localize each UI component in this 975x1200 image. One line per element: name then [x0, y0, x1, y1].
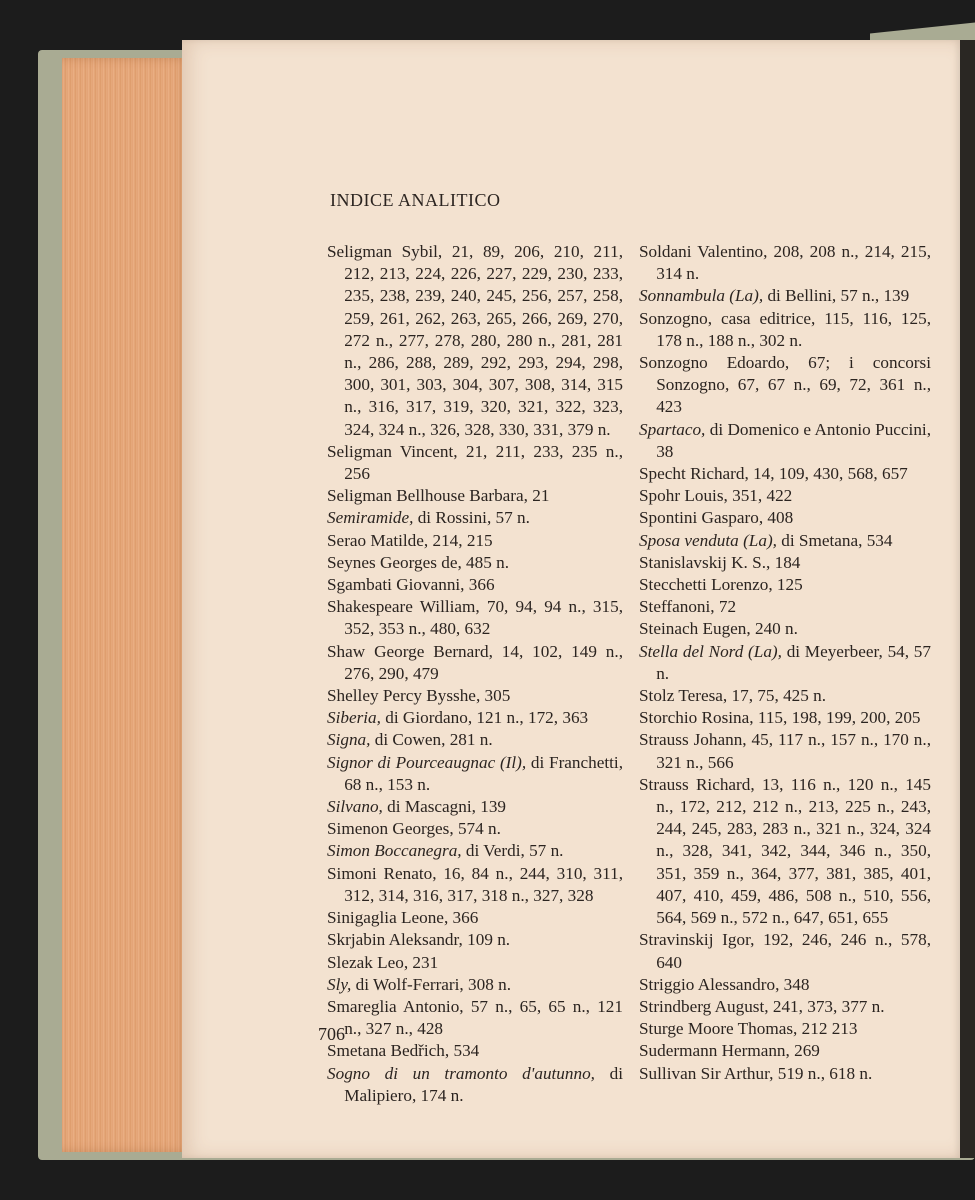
index-entry-title: Sposa venduta (La), [639, 530, 777, 550]
index-entry-text: Simoni Renato, 16, 84 n., 244, 310, 311, 312, 314, 316, 317, 318 n., 327, 328 [327, 863, 623, 905]
index-entry-text: Skrjabin Aleksandr, 109 n. [327, 930, 511, 950]
index-entry-text: Sturge Moore Thomas, 212 213 [639, 1019, 858, 1039]
index-entry [327, 996, 623, 1040]
index-entry [327, 641, 623, 685]
index-entry-title: Simon Boccanegra, [327, 841, 462, 861]
index-entry-text: Spontini Gasparo, 408 [639, 508, 794, 528]
index-entry-text: Sinigaglia Leone, 366 [327, 908, 479, 928]
index-entry [327, 752, 623, 796]
index-entry-text: Stolz Teresa, 17, 75, 425 n. [639, 686, 827, 706]
index-entry [327, 840, 623, 862]
index-entry [639, 574, 931, 596]
index-entry-text: Steinach Eugen, 240 n. [639, 619, 798, 639]
index-entry-text: Strauss Johann, 45, 117 n., 157 n., 170 n., 321 n., 566 [639, 730, 931, 772]
index-entry [327, 596, 623, 640]
index-entry [327, 507, 623, 529]
index-entry-text: Stravinskij Igor, 192, 246, 246 n., 578, 640 [639, 930, 931, 972]
index-entry [327, 241, 623, 441]
index-entry-title: Spartaco, [639, 419, 706, 439]
index-column-right [639, 241, 931, 1085]
index-entry [639, 729, 931, 773]
index-entry-text: Sullivan Sir Arthur, 519 n., 618 n. [639, 1063, 873, 1083]
index-entry-text: Steffanoni, 72 [639, 597, 737, 617]
index-entry-text: di Smetana, 534 [776, 530, 893, 550]
index-entry-title: Siberia, [327, 708, 381, 728]
index-entry-text: Seligman Vincent, 21, 211, 233, 235 n., 256 [327, 441, 623, 484]
index-entry-title: Stella del Nord (La), [639, 641, 782, 661]
index-entry-title: Semiramide, [327, 508, 414, 528]
index-entry-text: di Domenico e Antonio Puccini, 38 [656, 419, 931, 461]
index-entry [639, 618, 931, 640]
index-entry [639, 996, 931, 1018]
index-entry [639, 596, 931, 618]
index-entry [639, 463, 931, 485]
index-entry-text: Serao Matilde, 214, 215 [327, 530, 493, 550]
index-entry [639, 1040, 931, 1062]
index-entry-title: Sly, [327, 974, 352, 994]
index-entry-text: di Bellini, 57 n., 139 [763, 286, 910, 306]
index-entry [327, 952, 623, 974]
index-entry-text: di Giordano, 121 n., 172, 363 [380, 708, 589, 728]
index-entry-text: Simenon Georges, 574 n. [327, 819, 501, 839]
index-entry-text: Soldani Valentino, 208, 208 n., 214, 215, 314 n. [639, 242, 931, 284]
index-entry [327, 685, 623, 707]
index-entry [639, 774, 931, 929]
index-entry [639, 530, 931, 552]
index-entry [327, 863, 623, 907]
index-entry-text: di Meyerbeer, 54, 57 n. [656, 641, 931, 683]
index-entry-text: di Verdi, 57 n. [461, 841, 564, 861]
index-entry-text: di Rossini, 57 n. [413, 508, 530, 528]
index-entry-text: Seynes Georges de, 485 n. [327, 552, 510, 572]
index-entry-text: Specht Richard, 14, 109, 430, 568, 657 [639, 464, 908, 484]
index-entry [639, 685, 931, 707]
index-entry-text: Strindberg August, 241, 373, 377 n. [639, 996, 885, 1016]
index-entry [639, 241, 931, 285]
index-entry-title: Signa, [327, 730, 371, 750]
index-entry [327, 818, 623, 840]
index-entry-text: Shelley Percy Bysshe, 305 [327, 686, 511, 706]
index-entry [639, 552, 931, 574]
index-entry-text: Stecchetti Lorenzo, 125 [639, 575, 803, 595]
index-entry [327, 1040, 623, 1062]
index-entry [327, 485, 623, 507]
page-number: 706 [318, 1024, 345, 1044]
index-entry-title: Silvano, [327, 797, 383, 817]
index-entry [327, 1063, 623, 1107]
index-entry-text: di Malipiero, 174 n. [344, 1063, 623, 1105]
index-entry-title: Sogno di un tramonto d'autunno, [327, 1063, 595, 1083]
index-entry-text: Smareglia Antonio, 57 n., 65, 65 n., 121 n., 327 n., 428 [327, 996, 623, 1039]
index-entry [639, 1063, 931, 1085]
index-entry [327, 929, 623, 951]
index-entry [639, 974, 931, 996]
index-entry-text: Stanislavskij K. S., 184 [639, 552, 801, 572]
index-entry-text: Sudermann Hermann, 269 [639, 1041, 820, 1061]
running-header: INDICE ANALITICO [330, 190, 501, 210]
index-entry-text: Slezak Leo, 231 [327, 952, 439, 972]
index-entry [327, 907, 623, 929]
index-entry [327, 707, 623, 729]
index-entry-text: di Franchetti, 68 n., 153 n. [344, 752, 623, 794]
index-entry-text: Shaw George Bernard, 14, 102, 149 n., 276, 290, 479 [327, 641, 623, 683]
index-entry [327, 574, 623, 596]
index-entry [639, 641, 931, 685]
index-entry-text: Sonzogno, casa editrice, 115, 116, 125, 178 n., 188 n., 302 n. [639, 308, 931, 350]
index-entry [639, 707, 931, 729]
index-entry [327, 729, 623, 751]
index-entry-text: Seligman Bellhouse Barbara, 21 [327, 486, 550, 506]
index-entry-text: di Wolf-Ferrari, 308 n. [351, 974, 511, 994]
index-entry-title: Signor di Pourceaugnac (Il), [327, 752, 527, 772]
index-entry [639, 352, 931, 419]
background-strip [960, 40, 975, 1158]
index-entry [639, 285, 931, 307]
index-entry [639, 929, 931, 973]
index-entry-text: Shakespeare William, 70, 94, 94 n., 315, 352, 353 n., 480, 632 [327, 597, 623, 639]
index-entry-text: Sonzogno Edoardo, 67; i concorsi Sonzogno, 67, 67 n., 69, 72, 361 n., 423 [639, 353, 931, 417]
index-entry [639, 1018, 931, 1040]
index-entry-text: di Mascagni, 139 [382, 797, 507, 817]
index-entry-text: Seligman Sybil, 21, 89, 206, 210, 211, 212, 213, 224, 226, 227, 229, 230, 233, 235, 238, 239, 240, 245, 256, 257, 258, 259, 261, 262, 263, 265, 266, 269, 270, 272 n., 277, 278, 280, 280 n., 281, 281 n., 286, 288, 289, 292, 293, 294, 298, 300, 301, 303, 304, 307, 308, 314, 315 n., 316, 317, 319, 320, 321, 322, 323, 324, 324 n., 326, 328, 330, 331, 379 n. [327, 242, 623, 439]
index-entry-text: Smetana Bedřich, 534 [327, 1041, 480, 1061]
index-entry-text: Strauss Richard, 13, 116 n., 120 n., 145 n., 172, 212, 212 n., 213, 225 n., 243, 244, 245, 283, 283 n., 321 n., 324, 324 n., 328, 341, 342, 344, 346 n., 350, 351, 359 n., 364, 377, 381, 385, 401, 407, 410, 459, 486, 508 n., 510, 556, 564, 569 n., 572 n., 647, 651, 655 [639, 774, 931, 928]
index-entry [327, 796, 623, 818]
index-entry [639, 419, 931, 463]
index-entry [327, 441, 623, 485]
page-edges [62, 58, 190, 1152]
index-entry [639, 308, 931, 352]
index-entry [639, 485, 931, 507]
index-entry-text: Spohr Louis, 351, 422 [639, 486, 793, 506]
index-entry-text: Sgambati Giovanni, 366 [327, 575, 495, 595]
index-entry [327, 974, 623, 996]
index-column-left [327, 241, 623, 1107]
index-entry-text: Storchio Rosina, 115, 198, 199, 200, 205 [639, 708, 921, 728]
index-entry-text: Striggio Alessandro, 348 [639, 974, 810, 994]
index-entry [639, 507, 931, 529]
index-entry-title: Sonnambula (La), [639, 286, 764, 306]
index-entry-text: di Cowen, 281 n. [370, 730, 493, 750]
index-entry [327, 552, 623, 574]
index-entry [327, 530, 623, 552]
